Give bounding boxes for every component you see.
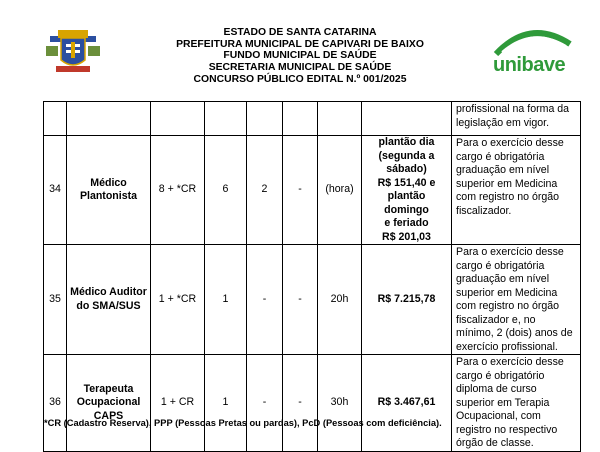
ppp-cell: 6 [205, 136, 247, 245]
pcd-cell: - [247, 245, 283, 355]
unibave-arch-icon [490, 22, 580, 56]
pcd-cell: - [247, 355, 283, 452]
vacancies-cell: 8 + *CR [151, 136, 205, 245]
header-fundo: FUNDO MUNICIPAL DE SAÚDE [223, 50, 377, 62]
description-cell: Para o exercício desse cargo é obrigatória graduação em nível superior em Medicina com registro no órgão fiscalizador. [452, 136, 581, 245]
role-cell: Médico Auditor do SMA/SUS [67, 245, 151, 355]
table-row [44, 355, 581, 452]
header-state: ESTADO DE SANTA CATARINA [223, 27, 377, 38]
hours-cell: (hora) [318, 136, 362, 245]
table-row [44, 245, 581, 355]
vacancies-cell: 1 + CR [151, 355, 205, 452]
code-cell: 34 [44, 136, 67, 245]
table-row [44, 136, 581, 245]
vacancies-cell: 1 + *CR [151, 245, 205, 355]
unibave-logo [490, 22, 580, 82]
description-cell: Para o exercício desse cargo é obrigatória graduação em nível superior em Medicina com registro no órgão fiscalizador e, no mínimo, 2 (dois) anos de exercício profissional. [452, 245, 581, 355]
hours-cell: 20h [318, 245, 362, 355]
ppp-cell: 1 [205, 245, 247, 355]
pcd-cell: 2 [247, 136, 283, 245]
document-header [0, 0, 600, 95]
extra-cell: - [283, 355, 318, 452]
header-secretaria: SECRETARIA MUNICIPAL DE SAÚDE [208, 62, 392, 74]
table-row-continuation [44, 102, 581, 136]
description-cell: profissional na forma da legislação em vigor. [452, 102, 581, 136]
salary-cell: R$ 3.467,61 [362, 355, 452, 452]
ppp-cell: 1 [205, 355, 247, 452]
footnote: *CR (Cadastro Reserva), PPP (Pessoas Pretas ou pardas), PcD (Pessoas com deficiência). [44, 418, 442, 428]
municipal-crest-icon [44, 24, 102, 76]
extra-cell: - [283, 136, 318, 245]
code-cell: 35 [44, 245, 67, 355]
description-cell: Para o exercício desse cargo é obrigatório diploma de curso superior em Terapia Ocupacional, com registro no respectivo órgão de classe. [452, 355, 581, 452]
vacancy-table [43, 101, 581, 452]
unibave-logo-text: unibave [493, 54, 566, 76]
header-prefeitura: PREFEITURA MUNICIPAL DE CAPIVARI DE BAIXO [176, 38, 424, 50]
hours-cell: 30h [318, 355, 362, 452]
header-titles [150, 27, 450, 86]
role-cell: Terapeuta Ocupacional CAPS [67, 355, 151, 452]
code-cell: 36 [44, 355, 67, 452]
role-cell: Médico Plantonista [67, 136, 151, 245]
header-edital: CONCURSO PÚBLICO EDITAL N.º 001/2025 [193, 73, 407, 85]
salary-cell: R$ 7.215,78 [362, 245, 452, 355]
salary-cell: plantão dia (segunda a sábado) R$ 151,40 e plantão domingo e feriado R$ 201,03 [362, 136, 452, 245]
extra-cell: - [283, 245, 318, 355]
